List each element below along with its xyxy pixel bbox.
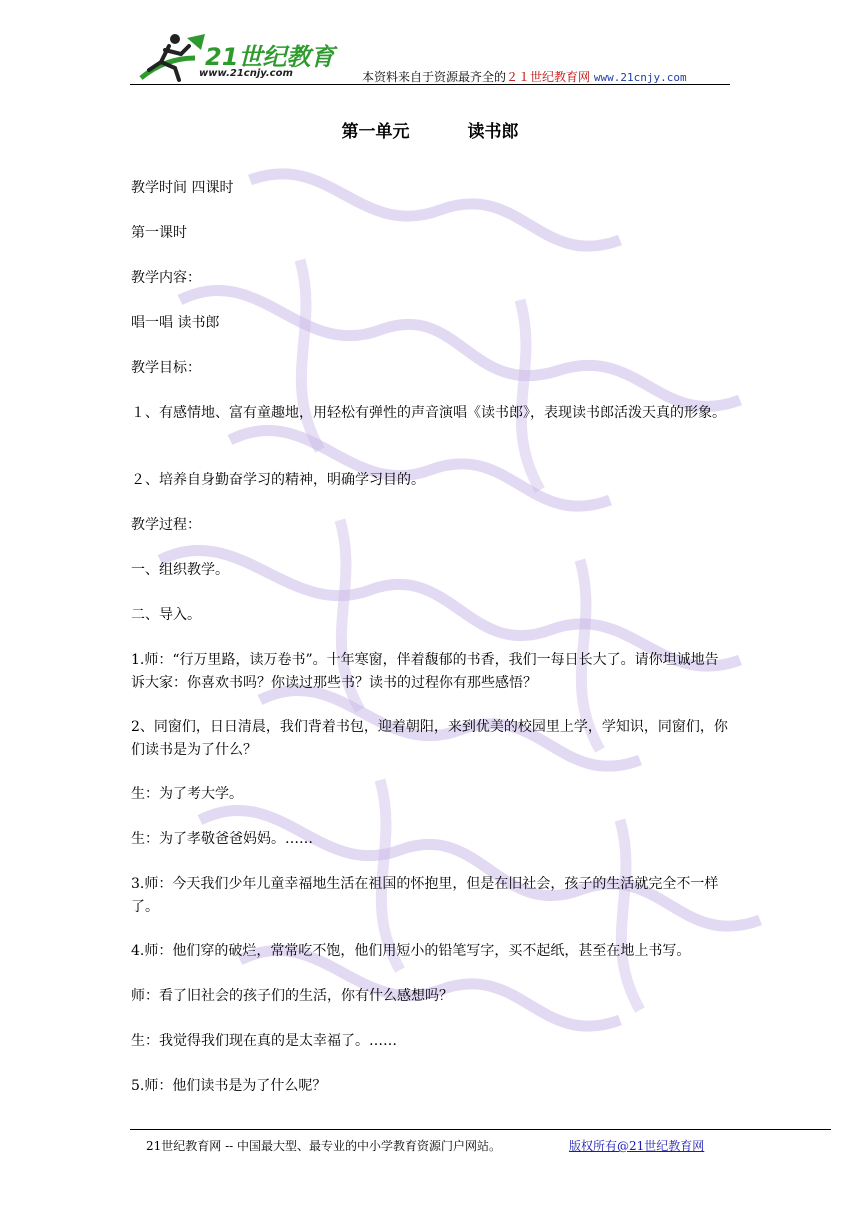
paragraph: 4.师：他们穿的破烂，常常吃不饱，他们用短小的铅笔写字，买不起纸，甚至在地上书写。	[131, 943, 691, 959]
paragraph: 生：为了考大学。	[131, 786, 243, 802]
paragraph: 唱一唱 读书郎	[131, 315, 220, 331]
title-unit: 第一单元	[341, 122, 410, 142]
header-site-name[interactable]: ２１世纪教育网	[506, 70, 591, 84]
paragraph: １、有感情地、富有童趣地，用轻松有弹性的声音演唱《读书郎》，表现读书郎活泼天真的形象。	[131, 405, 726, 421]
footer-description: 21世纪教育网 -- 中国最大型、最专业的中小学教育资源门户网站。	[146, 1139, 502, 1153]
paragraph: 第一课时	[131, 225, 187, 241]
logo-title: 21世纪教育	[205, 43, 335, 71]
logo-url: www.21cnjy.com	[199, 68, 293, 79]
paragraph: 3.师：今天我们少年儿童幸福地生活在祖国的怀抱里，但是在旧社会，孩子的生活就完全不一样了。	[131, 876, 719, 915]
paragraph: 2、同窗们，日日清晨，我们背着书包，迎着朝阳，来到优美的校园里上学，学知识，同窗们，你们读书是为了什么？	[131, 719, 728, 758]
paragraph: 教学时间 四课时	[131, 180, 234, 196]
paragraph: 生：为了孝敬爸爸妈妈。……	[131, 831, 313, 847]
paragraph: 1.师：“行万里路，读万卷书”。十年寒窗，伴着馥郁的书香，我们一每日长大了。请你坦诚地告诉大家：你喜欢书吗？你读过那些书？读书的过程你有那些感悟？	[131, 652, 719, 691]
header-site-url[interactable]: www.21cnjy.com	[593, 71, 687, 84]
paragraph: 教学过程：	[131, 517, 201, 533]
paragraph: 教学目标：	[131, 360, 201, 376]
paragraph: 师：看了旧社会的孩子们的生活，你有什么感想吗？	[131, 988, 453, 1004]
header-source-note	[362, 68, 687, 85]
page-title	[0, 117, 860, 142]
paragraph: 生：我觉得我们现在真的是太幸福了。……	[131, 1033, 397, 1049]
title-lesson: 读书郎	[467, 122, 519, 142]
header-note-prefix: 本资料来自于资源最齐全的	[362, 70, 507, 84]
footer-copyright-link[interactable]: 版权所有@21世纪教育网	[569, 1139, 705, 1153]
paragraph: 5.师：他们读书是为了什么呢？	[131, 1078, 327, 1094]
paragraph: 教学内容：	[131, 270, 201, 286]
header-divider	[130, 84, 730, 85]
footer-divider	[130, 1129, 831, 1130]
paragraph: 二、导入。	[131, 607, 201, 623]
site-logo[interactable]	[135, 28, 335, 84]
paragraph: 一、组织教学。	[131, 562, 229, 578]
paragraph: ２、培养自身勤奋学习的精神，明确学习目的。	[131, 472, 425, 488]
